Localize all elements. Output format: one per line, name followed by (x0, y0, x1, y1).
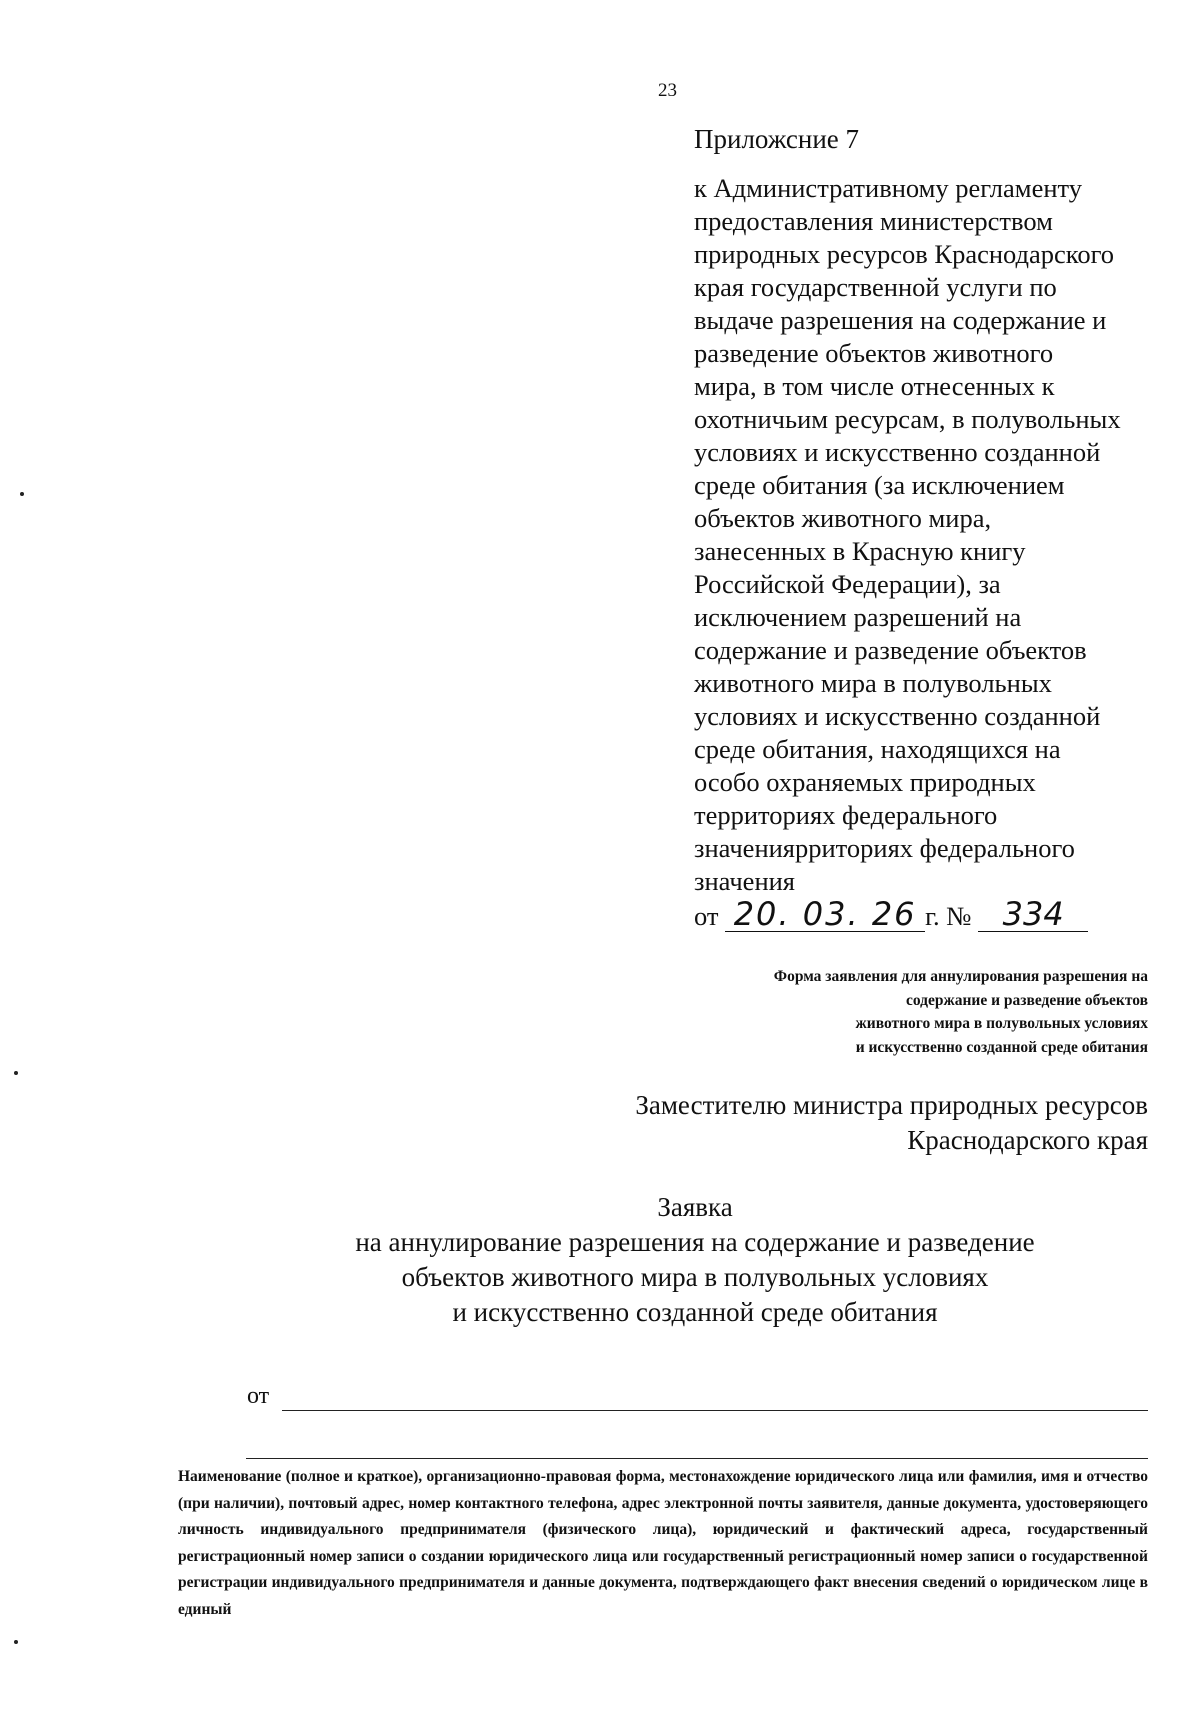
appendix-description-line: особо охраняемых природных (694, 767, 1036, 797)
appendix-description-line: Российской Федерации), за (694, 569, 1001, 599)
request-subject-line: и искусственно созданной среде обитания (452, 1297, 938, 1327)
appendix-description-line: охотничьим ресурсам, в полувольных (694, 404, 1121, 434)
appendix-description-line: занесенных в Красную книгу (694, 536, 1026, 566)
handwritten-date: 20. 03. 26 (725, 897, 925, 932)
addressee-line: Краснодарского края (907, 1125, 1148, 1155)
scan-speck (14, 1640, 18, 1644)
appendix-description-line: мира, в том числе отнесенных к (694, 371, 1055, 401)
appendix-description-line: края государственной услуги по (694, 272, 1057, 302)
approval-number-label: г. № (925, 901, 972, 931)
appendix-description-line: содержание и разведение объектов (694, 635, 1087, 665)
appendix-description-line: разведение объектов животного (694, 338, 1054, 368)
addressee (635, 1088, 1148, 1158)
applicant-field-line-2[interactable] (246, 1458, 1148, 1459)
handwritten-number: 334 (978, 897, 1088, 932)
form-note-line: животного мира в полувольных условиях (855, 1015, 1148, 1032)
appendix-description-line: условиях и искусственно созданной (694, 437, 1101, 467)
approval-line (694, 897, 1088, 933)
request-heading: Заявка (657, 1192, 733, 1222)
form-note-line: содержание и разведение объектов (905, 991, 1148, 1009)
appendix-description-line: значения (694, 866, 795, 896)
appendix-title: Приложсние 7 (694, 124, 860, 154)
appendix-description-line: объектов животного мира, (694, 503, 992, 533)
appendix-description-line: предоставления министерством (694, 206, 1053, 236)
request-subject-line: на аннулирование разрешения на содержание и разведение (355, 1227, 1035, 1257)
form-note-line: и искусственно созданной среде обитания (855, 1038, 1148, 1056)
scan-speck (14, 1071, 18, 1075)
applicant-hint: Наименование (полное и краткое), организационно-правовая форма, местонахождение юридического лица или фамилия, имя и отчество (при наличии), почтовый адрес, номер контактного телефона, адрес электронной почты заявителя, данные документа, удостоверяющего личность индивидуального предпринимателя (физического лица), юридический и фактический адреса, государственный регистрационный номер записи о создании юридического лица или государственный регистрационный номер записи о государственной регистрации индивидуального предпринимателя и данные документа, подтверждающего факт внесения сведений о юридическом лице в единый (178, 1468, 1148, 1618)
request-subject-line: объектов животного мира в полувольных условиях (401, 1262, 989, 1292)
appendix-description-line: условиях и искусственно созданной (694, 701, 1101, 731)
request-title-block (0, 1190, 1200, 1330)
addressee-line: Заместителю министра природных ресурсов (635, 1090, 1148, 1120)
appendix-description (694, 172, 1174, 898)
appendix-description-line: среде обитания (за исключением (694, 470, 1065, 500)
appendix-description-line: территориях федерального (694, 800, 998, 830)
form-note-line: Форма заявления для аннулирования разрешения на (773, 968, 1148, 985)
appendix-description-line: исключением разрешений на (694, 602, 1022, 632)
appendix-description-line: среде обитания, находящихся на (694, 734, 1061, 764)
request-subject (0, 1225, 1200, 1330)
appendix-description-line: к Административному регламенту (694, 173, 1082, 203)
appendix-description-line: выдаче разрешения на содержание и (694, 305, 1107, 335)
applicant-field-line[interactable] (282, 1410, 1148, 1411)
appendix-description-line: природных ресурсов Краснодарского (694, 239, 1115, 269)
form-note (774, 965, 1148, 1059)
appendix-description-line: значениярриториях федерального (694, 833, 1075, 863)
scan-speck (20, 492, 24, 496)
page-number: 23 (658, 80, 677, 101)
appendix-description-line: животного мира в полувольных (694, 668, 1052, 698)
applicant-from-label: от (247, 1383, 270, 1409)
approval-from-label: от (694, 901, 719, 931)
